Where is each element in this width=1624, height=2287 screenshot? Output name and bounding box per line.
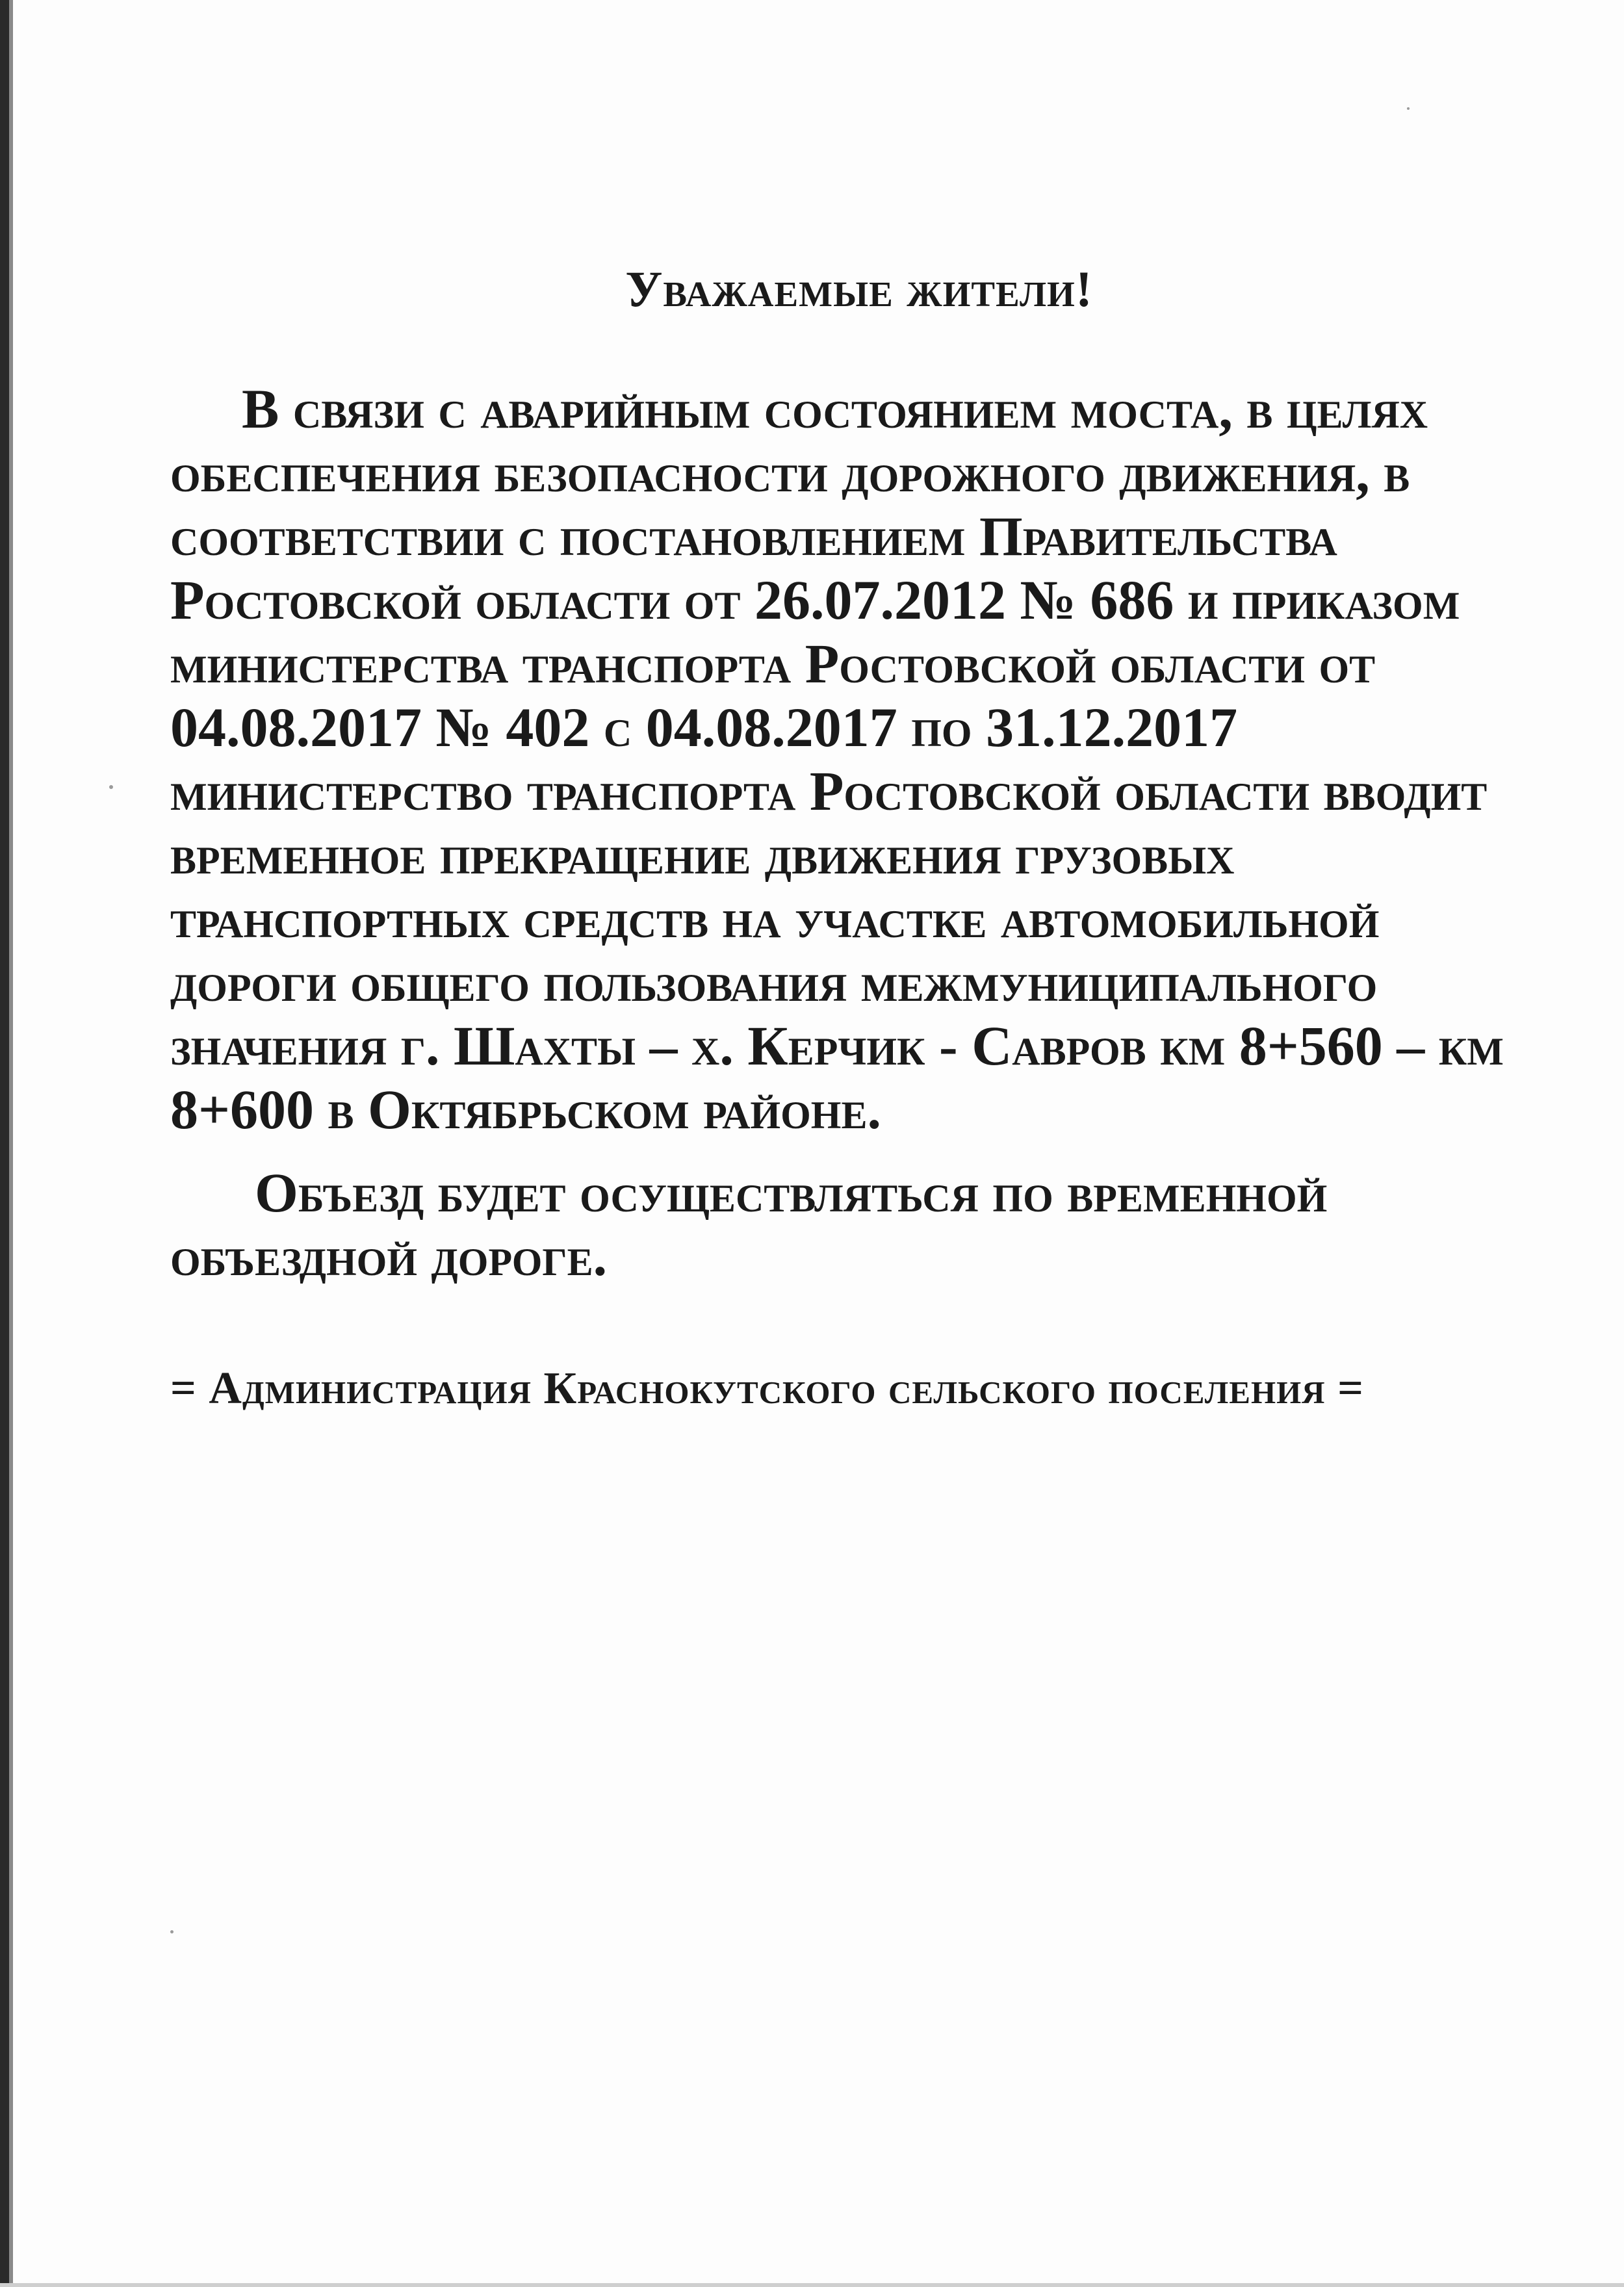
scan-speck bbox=[170, 1930, 174, 1933]
scan-speck bbox=[109, 785, 113, 789]
scan-speck bbox=[1407, 107, 1410, 110]
notice-heading: Уважаемые жители! bbox=[625, 261, 1093, 317]
notice-body: В связи с аварийным состоянием моста, в целях обеспечения безопасности дорожного движения, в соответствии с постановлением Правительства Ростовской области от 26.07.2012 № 686 и приказом министерства транспорта Ростовской области от 04.08.2017 № 402 с 04.08.2017 по 31.12.2017 министерство транспорта Ростовской области вводит временное прекращение движения грузовых транспортных средств на участке автомобильной дороги общего пользования межмуниципального значения г. Шахты – х. Керчик - Савров км 8+560 – км 8+600 в Октябрьском районе. bbox=[170, 378, 1504, 1141]
signature: = Администрация Краснокутского сельского поселения = bbox=[170, 1363, 1364, 1414]
notice-content bbox=[170, 260, 1522, 1415]
detour-notice: Объезд будет осуществляться по временной объездной дороге. bbox=[170, 1161, 1328, 1287]
scan-border-bottom bbox=[0, 2283, 1624, 2287]
scan-border-left bbox=[0, 0, 9, 2287]
scan-border-shadow bbox=[9, 0, 13, 2287]
